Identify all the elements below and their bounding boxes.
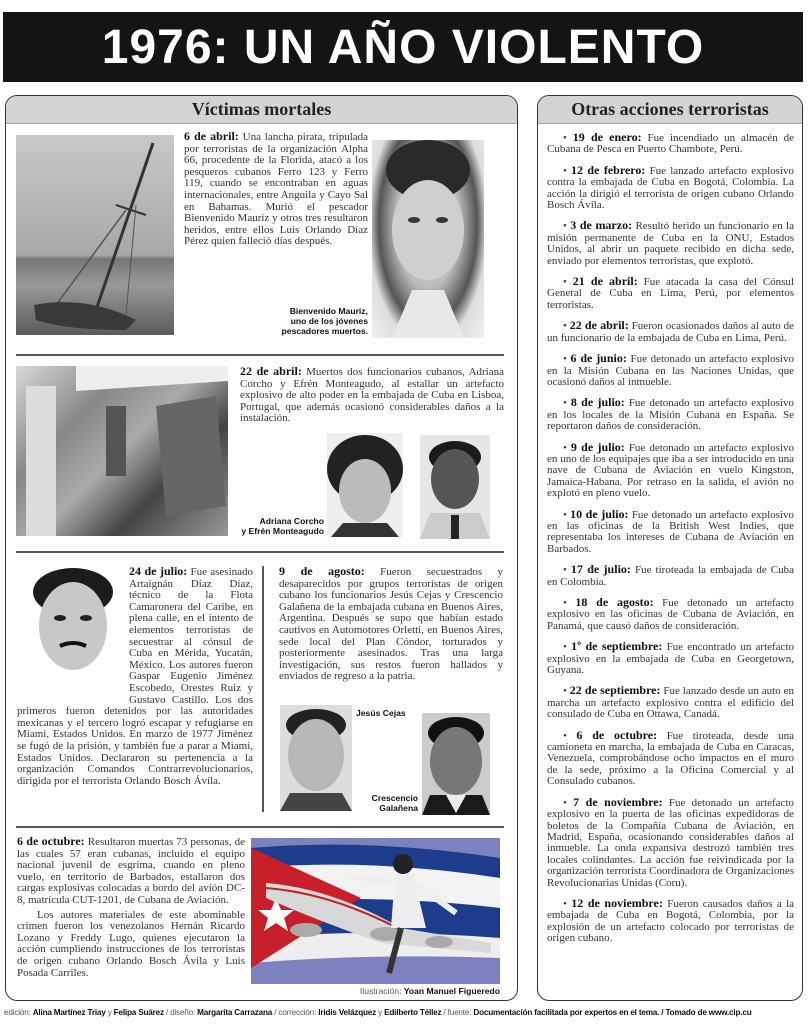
entry-6-octubre (17, 836, 245, 979)
portrait-adriana-corcho (327, 433, 403, 537)
entry-text: Resultaron muertas 73 personas, de las cuales 57 eran cubanas, incluido el equipo nacional juvenil de esgrima, cuando en pleno vuelo, en territorio de Barbados, estallaron dos cargas explosivas colocadas a bordo del avión DC-8, matrícula CUT-1201, de Cubana de Aviación. (17, 836, 245, 906)
list-item: • 6 de octubre: Fue tiroteada, desde una camioneta en marcha, la embajada de Cuba en Caracas, Venezuela, comprobándose ocho impactos en el muro de la sede, próximo a la Oficina Comercial y al Consulado cubanos. (547, 727, 795, 788)
other-actions-panel (537, 95, 803, 1001)
entry-date: 9 de agosto: (279, 564, 365, 578)
actions-list (538, 124, 802, 945)
divider (16, 826, 504, 828)
entry-text: Fue asesinado Artaignán Díaz Díaz, técnico de la Flota Camaronera del Caribe, en plena calle, en el intento de elementos terroristas de secuestrar al cónsul de Cuba en Mérida, Yucatán, México. Los autores fueron Gaspar Eugenio Jiménez Escobedo, Orestes Ruiz y Gustavo Castillo. Los dos primeros fueron detenidos por las autoridades mexicanas y el tercero logró escapar y refugiarse en Miami, Estados Unidos. En marzo de 1977 Jiménez se fugó de la prisión, y también fue a parar a Miami, Estados Unidos. Declararon su pertenencia a la organización Comandos Contrarrevolucionarios, dirigida por el terrorista Orlando Bosch Ávila. (17, 566, 254, 787)
list-item: • 9 de julio: Fue detonado un artefacto explosivo en uno de los equipajes que iba a ser introducido en una nave de Cubana de Aviación en vuelo Kingston, Jamaica-Habana. Por retraso en la salida, el avión no explotó en pleno vuelo. (547, 439, 794, 500)
portrait-icon (327, 433, 403, 537)
list-item: • 18 de agosto: Fue detonado un artefacto explosivo en las oficinas de Cubana de Aviación, en Panamá, que causó daños de consideración. (547, 595, 795, 632)
list-item: • 19 de enero: Fue incendiado un almacén de Cubana de Pesca en Puerto Chambote, Perú. (547, 130, 795, 156)
damage-icon (16, 366, 228, 536)
list-item: • 8 de julio: Fue detonado un artefacto explosivo en los locales de la Misión Cubana en España. Se reportaron daños de consideración. (547, 395, 794, 433)
portrait-crescencio-galanena (422, 713, 490, 815)
entry-6-abril (184, 131, 368, 248)
caption-bienvenido: Bienvenido Mauriz, uno de los jóvenes pescadores muertos. (281, 306, 368, 336)
list-item: • 12 de noviembre: Fueron causados daños a la embajada de Cuba en Bogotá, Colombia, por la explosión de un artefacto colocado por terroristas de origen cubano. (547, 895, 795, 945)
entry-date: 6 de octubre: (17, 834, 85, 848)
masthead (3, 12, 803, 82)
cubana-plane-illustration (251, 838, 500, 984)
entry-text-continued: Los autores materiales de este abominable crimen fueron los venezolanos Hernán Ricardo Lozano y Freddy Lugo, quienes ejecutaron la acción cumpliendo instrucciones de los terroristas de origen cubano Orlando Bosch Ávila y Luis Posada Carriles. (17, 908, 245, 979)
portrait-icon (420, 435, 490, 539)
sinking-boat-photo (16, 135, 174, 335)
caption-jesus-cejas: Jesús Cejas (356, 708, 406, 718)
portrait-bienvenido-mauriz (372, 140, 484, 338)
other-actions-heading: Otras acciones terroristas (538, 96, 802, 124)
sinking-boat-icon (16, 135, 174, 335)
list-item: • 17 de julio: Fue tiroteada la embajada de Cuba en Colombia. (547, 562, 794, 588)
entry-9-agosto (279, 566, 503, 683)
entry-text: Muertos dos funcionarios cubanos, Adriana Corcho y Efrén Monteagudo, al estallar un artefacto explosivo de alto poder en la embajada de Cuba en Lisboa, Portugal, que además ocasionó considerables daños a la instalación. (240, 366, 505, 425)
list-item: • 3 de marzo: Resultó herido un funcionario en la misión permanente de Cuba en la ONU, Estados Unidos, al abrir un paquete recibido en dicha sede, enviado por elementos terroristas, que explotó. (547, 218, 794, 267)
list-item: • 10 de julio: Fue detonado un artefacto explosivo en las oficinas de la British West Indies, que representaba los intereses de Cubana de Aviación en Barbados. (547, 506, 794, 555)
portrait-icon (372, 140, 484, 338)
list-item: • 6 de junio: Fue detonado un artefacto explosivo en la Misión Cubana en las Naciones Unidas, que ocasionó daños al inmueble. (547, 351, 794, 388)
entry-date: 6 de abril: (184, 129, 239, 143)
caption-crescencio-galanena: Crescencio Galañena (371, 793, 418, 813)
portrait-icon (422, 713, 490, 815)
divider (16, 354, 504, 356)
entry-22-abril (240, 366, 504, 425)
illustration-credit: Ilustración: Yoan Manuel Figueredo (359, 986, 500, 996)
column-divider (262, 566, 264, 812)
entry-date: 24 de julio: (129, 564, 188, 578)
portrait-icon (280, 705, 352, 811)
page-title: 1976: UN AÑO VIOLENTO (101, 20, 705, 74)
portrait-jesus-cejas (280, 705, 352, 811)
entry-text: Una lancha pirata, tripulada por terroristas de la organización Alpha 66, procedente de la Florida, atacó a los pesqueros cubanos Ferro 123 y Ferro 119, cuando se encontraban en aguas internacionales, entre Anguila y Cayo Sal en Bahamas. Murió el pescador Bienvenido Mauriz y otros tres resultaron heridos, entre ellos Luis Orlando Díaz Pérez quien falleció días después. (184, 131, 369, 248)
list-item: • 22 de abril: Fueron ocasionados daños al auto de un funcionario de la embajada de Cuba en Lima, Perú. (547, 318, 794, 344)
list-item: • 12 de febrero: Fue lanzado artefacto explosivo contra la embajada de Cuba en Bogotá, Colombia. La acción la dirigió el terrorista de origen cubano Orlando Bosch Ávila. (547, 162, 794, 212)
list-item: • 21 de abril: Fue atacada la casa del Cónsul General de Cuba en Lima, Perú, por elementos terroristas. (547, 274, 794, 311)
entry-24-julio (17, 566, 253, 787)
list-item: • 7 de noviembre: Fue detonado un artefacto explosivo en la puerta de las oficinas expedidoras de boletos de la Compañía Cubana de Aviación, en Madrid, España, ocasionando considerables daños al inmueble. La onda expansiva destrozó también tres locales colindantes. La acción fue reivindicada por la organización terrorista Coordinadora de Organizaciones Revolucionarias Unidas (Coru). (547, 794, 794, 889)
credits-line: edición: Alina Martínez Triay y Felipa Suárez / diseño: Margarita Carrazana / corrección: Iridis Velázquez y Edilberto Téllez / fuente: Documentación facilitada por expertos en el tema. / Tomado de www.cip.cu (4, 1008, 752, 1017)
damaged-embassy-photo (16, 366, 228, 536)
entry-date: 22 de abril: (240, 364, 302, 378)
victims-panel-heading: Víctimas mortales (6, 96, 517, 124)
list-item: • 1º de septiembre: Fue encontrado un artefacto explosivo en la embajada de Cuba en Georgetown, Guyana. (547, 639, 794, 677)
list-item: • 22 de septiembre: Fue lanzado desde un auto en marcha un artefacto explosivo contra el edificio del consulado de Cuba en Ottawa, Canadá. (547, 683, 794, 721)
portrait-efren-monteagudo (420, 435, 490, 539)
entry-text: Fueron secuestrados y desaparecidos por grupos terroristas de origen cubano los funcionarios Jesús Cejas y Crescencio Galañena de la embajada cubana en Buenos Aires, Argentina. Después se supo que habían estado cautivos en Automotores Orletti, en Buenos Aires, sede local del Plan Cóndor, torturados y posteriormente asesinados. Tras una larga investigación, sus restos fueron hallados y enviados de regreso a la patria. (279, 566, 503, 683)
divider (16, 551, 504, 553)
flag-plane-fencer-icon (251, 838, 500, 984)
caption-corcho-monteagudo: Adriana Corcho y Efrén Monteagudo (241, 516, 324, 536)
